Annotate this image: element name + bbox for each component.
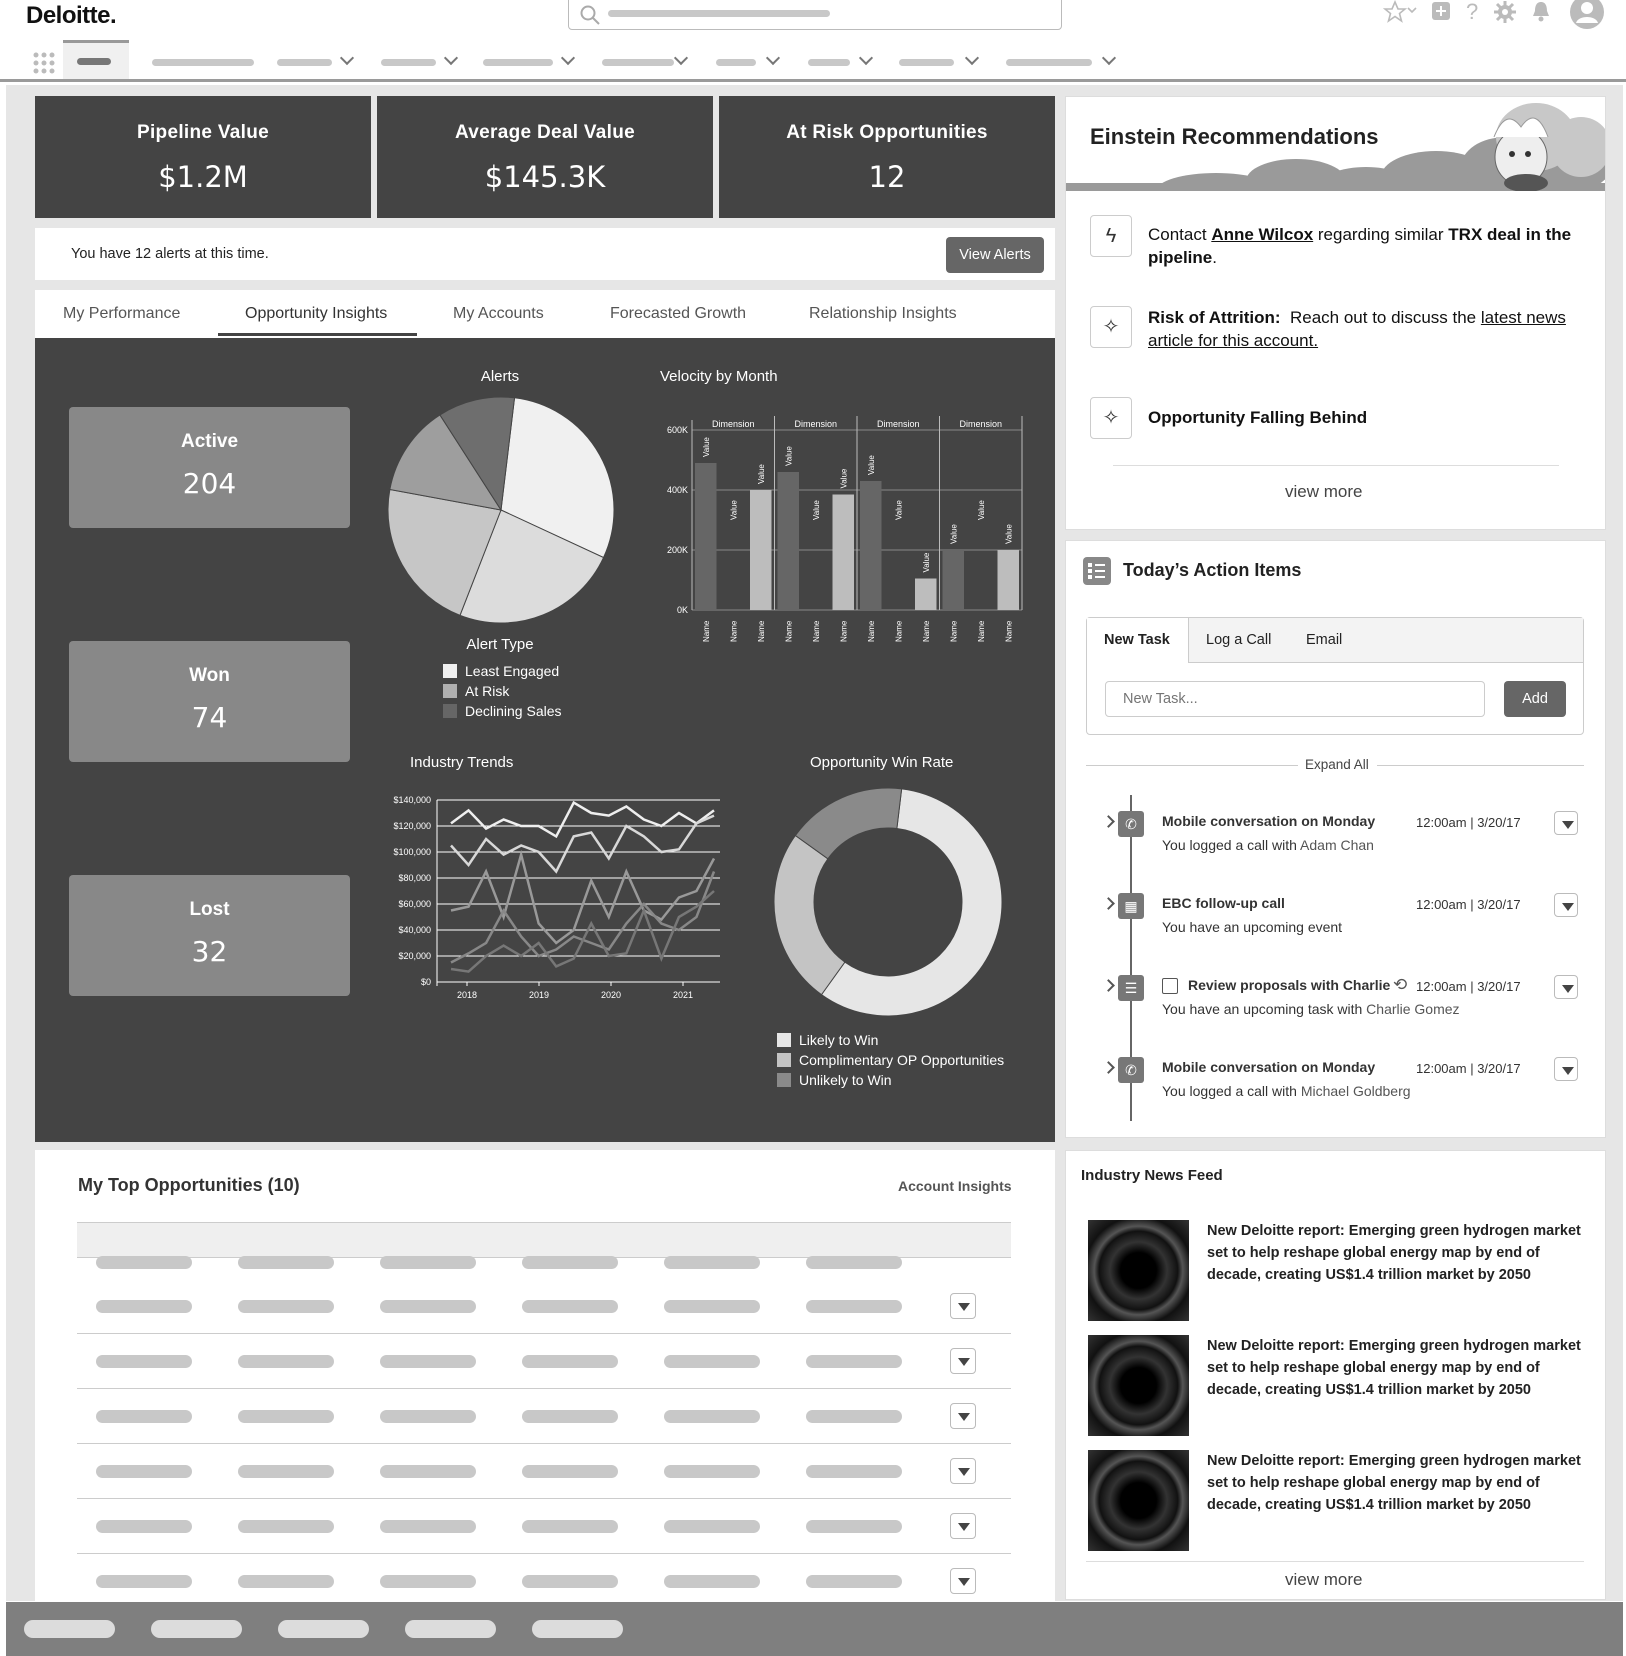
row-actions-dropdown-button[interactable] bbox=[950, 1348, 976, 1374]
x-tick-label: Name bbox=[894, 620, 904, 642]
y-tick-label: $0 bbox=[420, 977, 431, 987]
series-line bbox=[451, 803, 714, 837]
nav-item-7[interactable] bbox=[808, 59, 850, 66]
bar-value-label: Value bbox=[839, 468, 849, 489]
nav-item-8[interactable] bbox=[899, 59, 954, 66]
velocity-bar-chart bbox=[650, 412, 1030, 652]
tab-relationship-insights[interactable]: Relationship Insights bbox=[809, 305, 957, 322]
legend-label: At Risk bbox=[465, 683, 510, 699]
win-rate-donut-chart bbox=[772, 786, 1004, 1018]
tab-my-performance[interactable]: My Performance bbox=[63, 305, 181, 322]
table-cell bbox=[522, 1520, 618, 1533]
table-cell bbox=[96, 1465, 192, 1478]
y-tick-label: $60,000 bbox=[398, 899, 431, 909]
bar-value-label: Value bbox=[976, 500, 986, 520]
stat-value: 74 bbox=[191, 701, 228, 734]
y-tick-label: 0K bbox=[676, 605, 688, 615]
help-icon[interactable] bbox=[1462, 0, 1484, 24]
sparkle-icon: ✧ bbox=[1090, 397, 1132, 439]
table-cell bbox=[380, 1520, 476, 1533]
table-cell bbox=[806, 1355, 902, 1368]
nav-tab-home[interactable] bbox=[63, 40, 129, 79]
legend-swatch bbox=[777, 1053, 791, 1067]
y-tick-label: $120,000 bbox=[393, 821, 431, 831]
alerts-pie-chart bbox=[386, 395, 616, 625]
bar bbox=[833, 495, 855, 611]
bar-value-label: Value bbox=[756, 464, 766, 484]
pie-slice bbox=[774, 836, 845, 995]
global-header bbox=[0, 0, 1626, 82]
table-cell bbox=[664, 1355, 760, 1368]
y-tick-label: 600K bbox=[666, 425, 688, 435]
stat-won[interactable] bbox=[69, 641, 350, 762]
divider bbox=[1086, 765, 1298, 766]
tab-log-a-call[interactable]: Log a Call bbox=[1206, 632, 1272, 648]
utility-bar-item[interactable] bbox=[24, 1620, 115, 1638]
column-header[interactable] bbox=[664, 1256, 760, 1269]
series-line bbox=[451, 816, 714, 872]
velocity-chart-title: Velocity by Month bbox=[660, 368, 778, 385]
table-cell bbox=[664, 1410, 760, 1423]
legend-swatch bbox=[443, 704, 457, 718]
stat-title: Active bbox=[180, 431, 239, 452]
legend-label: Likely to Win bbox=[799, 1032, 879, 1048]
subtitle-text: You have an upcoming event bbox=[1162, 919, 1343, 935]
action-item-timestamp: 12:00am | 3/20/17 bbox=[1416, 897, 1521, 912]
user-avatar-icon[interactable] bbox=[1569, 0, 1605, 30]
tab-email[interactable]: Email bbox=[1306, 632, 1343, 648]
tab-forecasted-growth[interactable]: Forecasted Growth bbox=[610, 305, 747, 322]
row-actions-dropdown-button[interactable] bbox=[950, 1403, 976, 1429]
bar bbox=[943, 550, 965, 610]
column-header[interactable] bbox=[806, 1256, 902, 1269]
tab-new-task[interactable] bbox=[1087, 618, 1189, 663]
table-cell bbox=[522, 1410, 618, 1423]
column-header[interactable] bbox=[380, 1256, 476, 1269]
table-cell bbox=[380, 1355, 476, 1368]
global-search-input[interactable] bbox=[568, 0, 1062, 30]
row-actions-dropdown-button[interactable] bbox=[950, 1513, 976, 1539]
contact-name-link[interactable]: Adam Chan bbox=[1300, 837, 1374, 853]
x-tick-label: Name bbox=[784, 620, 794, 642]
nav-item-9[interactable] bbox=[1006, 59, 1092, 66]
table-cell bbox=[522, 1575, 618, 1588]
top-opportunities-title: My Top Opportunities (10) bbox=[78, 1175, 300, 1195]
kpi-value: 12 bbox=[868, 160, 906, 194]
tab-opportunity-insights[interactable]: Opportunity Insights bbox=[245, 305, 388, 322]
bar-value-label: Value bbox=[921, 552, 931, 573]
table-cell bbox=[380, 1300, 476, 1313]
calendar-icon: ▦ bbox=[1118, 893, 1144, 919]
news-thumbnail-image[interactable] bbox=[1088, 1220, 1189, 1321]
nav-item-8-chevron-down-icon[interactable] bbox=[965, 51, 979, 65]
row-divider bbox=[77, 1388, 1011, 1389]
legend-label: Declining Sales bbox=[465, 703, 562, 719]
bar-value-label: Value bbox=[784, 446, 794, 466]
row-actions-dropdown-button[interactable] bbox=[950, 1458, 976, 1484]
table-cell bbox=[238, 1300, 334, 1313]
news-feed-title: Industry News Feed bbox=[1081, 1167, 1223, 1184]
bar bbox=[998, 550, 1020, 610]
nav-item-4[interactable] bbox=[483, 59, 553, 66]
view-alerts-button[interactable]: View Alerts bbox=[946, 237, 1044, 273]
nav-item-9-chevron-down-icon[interactable] bbox=[1102, 51, 1116, 65]
news-view-more-link[interactable]: view more bbox=[1285, 1570, 1363, 1589]
table-cell bbox=[522, 1355, 618, 1368]
bar-value-label: Value bbox=[729, 500, 739, 520]
bar-value-label: Value bbox=[866, 455, 876, 475]
news-thumbnail-image[interactable] bbox=[1088, 1335, 1189, 1436]
sparkle-icon: ✧ bbox=[1090, 306, 1132, 348]
kpi-title: Average Deal Value bbox=[454, 122, 636, 143]
x-tick-label: Name bbox=[1004, 620, 1014, 642]
x-tick-label: 2021 bbox=[672, 990, 694, 1000]
contact-name-link[interactable]: Michael Goldberg bbox=[1300, 1083, 1411, 1099]
news-headline-link[interactable]: New Deloitte report: Emerging green hydrogen market set to help reshape global energy map by end of decade, creating US$1.4 trillion market by 2050 bbox=[1207, 1453, 1581, 1513]
einstein-recommendation-attrition bbox=[1148, 306, 1588, 352]
bar-value-label: Value bbox=[894, 500, 904, 520]
nav-item-5[interactable] bbox=[602, 59, 674, 66]
action-item-title[interactable]: Mobile conversation on Monday bbox=[1162, 813, 1376, 829]
table-cell bbox=[96, 1410, 192, 1423]
contact-name-link[interactable]: Charlie Gomez bbox=[1366, 1001, 1460, 1017]
bar-value-label: Value bbox=[1004, 524, 1014, 544]
active-tab-indicator bbox=[218, 333, 417, 336]
y-tick-label: $100,000 bbox=[393, 847, 431, 857]
phone-icon: ✆ bbox=[1118, 811, 1144, 837]
group-label: Dimension bbox=[876, 419, 920, 429]
table-cell bbox=[664, 1575, 760, 1588]
table-cell bbox=[96, 1575, 192, 1588]
alerts-chart-title: Alerts bbox=[480, 368, 520, 385]
stat-title: Won bbox=[189, 665, 230, 686]
kpi-average-deal-value bbox=[377, 96, 713, 218]
action-items-title: Today’s Action Items bbox=[1123, 560, 1302, 580]
action-item-subtitle bbox=[1162, 837, 1374, 853]
legend-label: Complimentary OP Opportunities bbox=[799, 1052, 1005, 1068]
action-item-menu-button[interactable] bbox=[1554, 975, 1578, 999]
stat-lost[interactable] bbox=[69, 875, 350, 996]
x-tick-label: Name bbox=[811, 620, 821, 642]
bar bbox=[860, 481, 882, 610]
table-cell bbox=[380, 1575, 476, 1588]
latest-news-article-link[interactable]: latest news article for this account. bbox=[1148, 308, 1566, 350]
table-cell bbox=[238, 1355, 334, 1368]
nav-item-3[interactable] bbox=[381, 59, 436, 66]
recurring-refresh-icon: ⟲ bbox=[1393, 975, 1408, 994]
task-complete-checkbox[interactable] bbox=[1162, 978, 1178, 994]
table-cell bbox=[380, 1465, 476, 1478]
rec-text: . bbox=[1212, 248, 1217, 267]
phone-icon: ✆ bbox=[1118, 1057, 1144, 1083]
x-tick-label: 2020 bbox=[600, 990, 622, 1000]
y-tick-label: 400K bbox=[666, 485, 688, 495]
gear-icon[interactable] bbox=[1494, 1, 1516, 23]
legend-swatch bbox=[443, 664, 457, 678]
table-cell bbox=[96, 1520, 192, 1533]
row-actions-dropdown-button[interactable] bbox=[950, 1293, 976, 1319]
bar-value-label: Value bbox=[949, 524, 959, 544]
table-cell bbox=[380, 1410, 476, 1423]
rec-bold-text: Risk of Attrition: bbox=[1148, 308, 1281, 327]
stat-title: Lost bbox=[189, 899, 230, 920]
action-item-title[interactable]: Review proposals with Charlie bbox=[1188, 977, 1391, 993]
action-item-title[interactable]: EBC follow-up call bbox=[1162, 895, 1285, 911]
nav-item-2-chevron-down-icon[interactable] bbox=[340, 51, 354, 65]
x-tick-label: Name bbox=[756, 620, 766, 642]
action-item-subtitle bbox=[1162, 1083, 1411, 1099]
table-cell bbox=[806, 1575, 902, 1588]
alerts-message: You have 12 alerts at this time. bbox=[71, 246, 269, 262]
x-tick-label: Name bbox=[976, 620, 986, 642]
x-tick-label: Name bbox=[949, 620, 959, 642]
add-plus-icon[interactable] bbox=[1431, 1, 1453, 23]
bar-value-label: Value bbox=[701, 437, 711, 457]
table-header-row bbox=[77, 1222, 1011, 1258]
new-task-input[interactable] bbox=[1105, 681, 1485, 717]
nav-item-6-chevron-down-icon[interactable] bbox=[766, 51, 780, 65]
kpi-value: $145.3K bbox=[484, 160, 606, 194]
divider bbox=[1113, 465, 1559, 466]
table-cell bbox=[806, 1465, 902, 1478]
add-task-button[interactable]: Add bbox=[1504, 681, 1566, 717]
column-header[interactable] bbox=[238, 1256, 334, 1269]
action-item-timestamp: 12:00am | 3/20/17 bbox=[1416, 1061, 1521, 1076]
x-tick-label: Name bbox=[839, 620, 849, 642]
action-item-timestamp: 12:00am | 3/20/17 bbox=[1416, 979, 1521, 994]
group-label: Dimension bbox=[794, 419, 838, 429]
x-tick-label: 2019 bbox=[528, 990, 550, 1000]
favorites-chevron-down-icon[interactable] bbox=[1406, 6, 1418, 16]
nav-item-4-chevron-down-icon[interactable] bbox=[561, 51, 575, 65]
lightning-bolt-icon: ϟ bbox=[1090, 215, 1132, 257]
utility-bar-item[interactable] bbox=[532, 1620, 623, 1638]
nav-item-2[interactable] bbox=[277, 59, 332, 66]
table-cell bbox=[238, 1410, 334, 1423]
action-item-subtitle bbox=[1162, 919, 1342, 935]
action-item-menu-button[interactable] bbox=[1554, 811, 1578, 835]
kpi-title: At Risk Opportunities bbox=[786, 122, 988, 143]
bar-value-label: Value bbox=[811, 500, 821, 520]
table-cell bbox=[522, 1300, 618, 1313]
action-item-subtitle bbox=[1162, 1001, 1460, 1017]
einstein-title: Einstein Recommendations bbox=[1090, 124, 1379, 149]
favorites-star-icon[interactable] bbox=[1383, 0, 1407, 24]
divider bbox=[1086, 1561, 1584, 1562]
x-tick-label: Name bbox=[729, 620, 739, 642]
nav-item-7-chevron-down-icon[interactable] bbox=[859, 51, 873, 65]
utility-bar-item[interactable] bbox=[405, 1620, 496, 1638]
deloitte-logo[interactable]: Deloitte. bbox=[26, 2, 117, 29]
row-divider bbox=[77, 1553, 1011, 1554]
table-cell bbox=[238, 1465, 334, 1478]
table-cell bbox=[238, 1520, 334, 1533]
kpi-title: Pipeline Value bbox=[137, 122, 269, 143]
svg-text:?: ? bbox=[1466, 0, 1479, 24]
y-tick-label: 200K bbox=[666, 545, 688, 555]
kpi-value: $1.2M bbox=[158, 160, 248, 194]
x-tick-label: Name bbox=[866, 620, 876, 642]
table-cell bbox=[806, 1300, 902, 1313]
stat-active[interactable] bbox=[69, 407, 350, 528]
table-cell bbox=[806, 1520, 902, 1533]
rec-text: Reach out to discuss the bbox=[1280, 308, 1481, 327]
top-opportunities-panel bbox=[35, 1150, 1055, 1602]
bar bbox=[778, 472, 800, 610]
einstein-recommendation-contact bbox=[1148, 223, 1588, 269]
nav-item-6[interactable] bbox=[716, 59, 756, 66]
divider bbox=[1377, 765, 1584, 766]
legend-label: Least Engaged bbox=[465, 663, 560, 679]
einstein-recommendation-falling-behind[interactable]: Opportunity Falling Behind bbox=[1148, 408, 1368, 427]
stat-value: 204 bbox=[182, 467, 237, 500]
kpi-pipeline-value bbox=[35, 96, 371, 218]
bar bbox=[750, 490, 772, 610]
nav-item-1[interactable] bbox=[152, 59, 254, 66]
y-tick-label: $140,000 bbox=[393, 795, 431, 805]
industry-trends-line-chart bbox=[385, 790, 725, 1010]
table-cell bbox=[96, 1355, 192, 1368]
y-tick-label: $20,000 bbox=[398, 951, 431, 961]
legend-swatch bbox=[777, 1033, 791, 1047]
bar bbox=[695, 463, 717, 610]
table-cell bbox=[664, 1465, 760, 1478]
alerts-bar bbox=[35, 228, 1055, 280]
table-cell bbox=[664, 1300, 760, 1313]
action-item-menu-button[interactable] bbox=[1554, 1057, 1578, 1081]
news-headline-link[interactable]: New Deloitte report: Emerging green hydrogen market set to help reshape global energy map by end of decade, creating US$1.4 trillion market by 2050 bbox=[1207, 1223, 1581, 1283]
y-tick-label: $80,000 bbox=[398, 873, 431, 883]
legend-swatch bbox=[443, 684, 457, 698]
x-tick-label: Name bbox=[701, 620, 711, 642]
news-thumbnail-image[interactable] bbox=[1088, 1450, 1189, 1551]
row-actions-dropdown-button[interactable] bbox=[950, 1568, 976, 1594]
nav-item-5-chevron-down-icon[interactable] bbox=[674, 51, 688, 65]
table-cell bbox=[522, 1465, 618, 1478]
account-insights-link[interactable]: Account Insights bbox=[898, 1178, 1012, 1194]
nav-item-3-chevron-down-icon[interactable] bbox=[444, 51, 458, 65]
notifications-bell-icon[interactable] bbox=[1530, 0, 1552, 22]
rec-text: regarding similar bbox=[1313, 225, 1449, 244]
contact-anne-wilcox-link[interactable]: Anne Wilcox bbox=[1211, 225, 1314, 244]
tab-my-accounts[interactable]: My Accounts bbox=[453, 305, 544, 322]
news-headline-link[interactable]: New Deloitte report: Emerging green hydrogen market set to help reshape global energy map by end of decade, creating US$1.4 trillion market by 2050 bbox=[1207, 1338, 1581, 1398]
action-list-icon bbox=[1083, 557, 1111, 585]
kpi-at-risk-opportunities bbox=[719, 96, 1055, 218]
rec-text: Contact bbox=[1148, 225, 1212, 244]
row-divider bbox=[77, 1443, 1011, 1444]
row-divider bbox=[77, 1498, 1011, 1499]
column-header[interactable] bbox=[96, 1256, 192, 1269]
search-icon bbox=[579, 4, 601, 26]
row-divider bbox=[77, 1333, 1011, 1334]
x-tick-label: 2018 bbox=[456, 990, 478, 1000]
table-cell bbox=[806, 1410, 902, 1423]
group-label: Dimension bbox=[959, 419, 1003, 429]
legend-swatch bbox=[777, 1073, 791, 1087]
win-rate-chart-title: Opportunity Win Rate bbox=[810, 754, 954, 771]
app-launcher-grid-icon[interactable] bbox=[33, 52, 55, 74]
utility-bar-item[interactable] bbox=[278, 1620, 369, 1638]
y-tick-label: $40,000 bbox=[398, 925, 431, 935]
column-header[interactable] bbox=[522, 1256, 618, 1269]
utility-bar-item[interactable] bbox=[151, 1620, 242, 1638]
group-label: Dimension bbox=[711, 419, 755, 429]
subtitle-text: You have an upcoming task with bbox=[1162, 1001, 1367, 1017]
alert-type-legend-title: Alert Type bbox=[466, 636, 534, 653]
legend-label: Unlikely to Win bbox=[799, 1072, 892, 1088]
search-placeholder-bar bbox=[608, 10, 830, 17]
subtitle-text: You logged a call with bbox=[1162, 837, 1301, 853]
action-item-title[interactable]: Mobile conversation on Monday bbox=[1162, 1059, 1376, 1075]
rec-bold-text: TRX deal in the pipeline bbox=[1148, 225, 1572, 267]
subtitle-text: You logged a call with bbox=[1162, 1083, 1301, 1099]
table-cell bbox=[238, 1575, 334, 1588]
einstein-view-more-link[interactable]: view more bbox=[1285, 482, 1363, 501]
tab-label: New Task bbox=[1104, 632, 1170, 648]
action-item-menu-button[interactable] bbox=[1554, 893, 1578, 917]
x-tick-label: Name bbox=[921, 620, 931, 642]
bar bbox=[915, 579, 937, 611]
expand-all-link[interactable]: Expand All bbox=[1305, 757, 1369, 772]
table-cell bbox=[664, 1520, 760, 1533]
utility-bar bbox=[6, 1602, 1623, 1656]
industry-trends-title: Industry Trends bbox=[410, 754, 514, 771]
table-cell bbox=[96, 1300, 192, 1313]
task-icon: ☰ bbox=[1118, 975, 1144, 1001]
action-item-timestamp: 12:00am | 3/20/17 bbox=[1416, 815, 1521, 830]
stat-value: 32 bbox=[191, 935, 228, 968]
